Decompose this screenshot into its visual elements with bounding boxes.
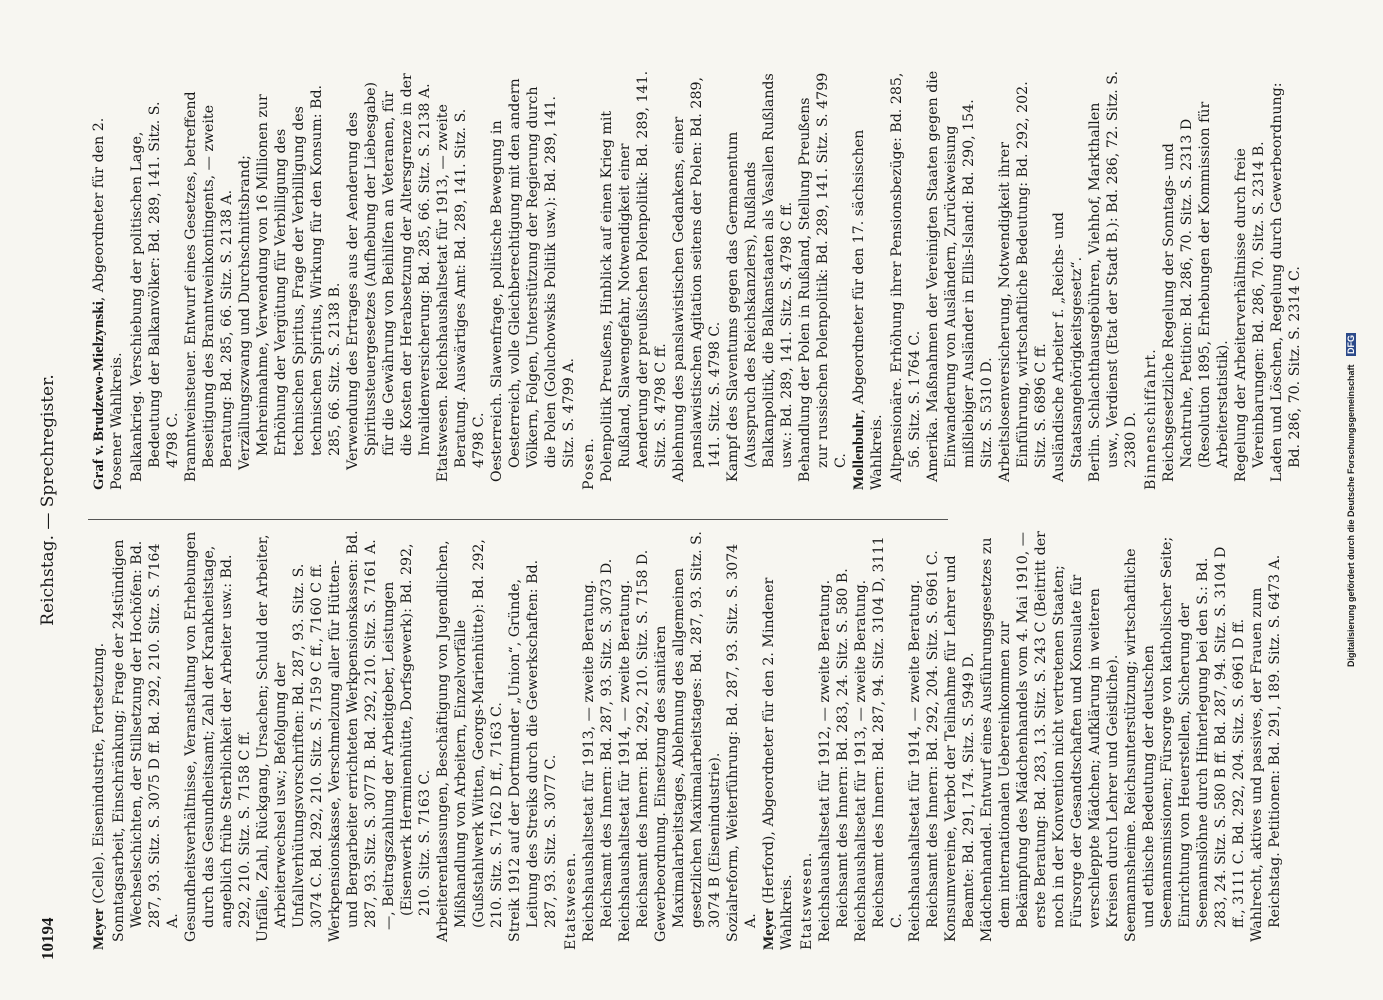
speaker-description: , Abgeordneter für den 2. Posener Wahlkreis. [91,117,125,490]
right-column [90,70,1304,490]
speaker-heading [760,530,796,950]
speaker-heading [850,70,886,490]
register-entry: —, Beitragszahlung der Arbeitgeber, Leistungen (Eisenwerk Herminenhütte, Dorfsgewerk): Bd. 292, 210. Sitz. S. 7163 C. [381,543,433,930]
register-entry: Verzällungszwang und Durchschnittsbrand; Mehreinnahme, Verwendung von 16 Millionen zur Erhöhung der Vergütung für Verbilligung des technischen Spiritus, Frage der Verbilligung des technischen Spiritus, Wirkung für den Konsum: Bd. 285, 66. Sitz. S. 2138 B. [237,84,343,470]
page-header [38,40,68,960]
register-entry: Konsumvereine, Verbot der Teilnahme für Lehrer und Beamte: Bd. 291, 174. Sitz. S. 5949 D. [943,555,977,942]
register-entry: Arbeitslosenversicherung, Notwendigkeit ihrer Einführung, wirtschaftliche Bedeutung: Bd. 292, 202. Sitz. S. 6896 C ff. [997,81,1049,482]
register-entry: Streik 1912 auf der Dortmunder „Union“, Gründe, Leitung des Streiks durch die Gewerkschaften: Bd. 287, 93. Sitz. S. 3077 C. [507,559,559,942]
register-entry: Branntweinsteuer. Entwurf eines Gesetzes, betreffend Beseitigung des Branntweinkontingents, — zweite Beratung: Bd. 285, 66. Sitz. S. 2138 A. [183,91,235,482]
register-entry: Sozialreform, Weiterführung: Bd. 287, 93. Sitz. S. 3074 A. [725,543,759,942]
register-entry: Reichshaushaltsetat für 1912, — zweite Beratung. Reichsamt des Innern: Bd. 283, 24. Sitz. S. 580 B. [817,568,851,942]
register-entry: Gesundheitsverhältnisse, Veranstaltung von Erhebungen durch das Gesundheitsamt; Zahl der Krankheitstage, angeblich frühe Sterblichkeit der Arbeiter usw.: Bd. 292, 210. Sitz. S. 7158 C ff. [183,531,253,942]
section-heading: Posen. [581,437,597,490]
register-entry: Oesterreich. Slawenfrage, politische Bewegung in Oesterreich, volle Gleichberechtigung mit den andern Völkern, Folgen, Unterstützung der Regierung durch die Polen (Goluchowskis Politik usw.): Bd. 289, 141. Sitz. S. 4799 A. [489,78,577,482]
register-entry: Reichshaushaltsetat für 1913, — zweite Beratung. Reichsamt des Innern: Bd. 287, 93. Sitz. S. 3073 D. [581,558,615,942]
register-entry: Reichsgesetzliche Regelung der Sonntags- und Nachtruhe, Petition: Bd. 286, 70. Sitz. S. 2313 D (Resolution 1895, Erhebungen der Kommission für Arbeiterstatistik). [1161,101,1231,482]
register-entry: Kampf des Slaventums gegen das Germanentum (Ausspruch des Reichskanzlers), Rußlands Balkanpolitik, die Balkanstaaten als Vasallen Rußlands usw.: Bd. 289, 141. Sitz. S. 4798 C ff. [725,73,795,482]
register-entry: Behandlung der Polen in Rußland, Stellung Preußens zur russischen Polenpolitik: Bd. 289, 141. Sitz. S. 4799 C. [797,72,849,482]
register-entry: Ausländische Arbeiter f. „Reichs- und Staatsangehörigkeitsgesetz“. [1051,212,1085,482]
page-title: Reichstag. — Sprechregister. [38,374,58,626]
register-entry: Regelung der Arbeiterverhältnisse durch freie Vereinbarungen: Bd. 286, 70. Sitz. S. 2314 B. [1233,141,1267,482]
speaker-name: Mollenbuhr [851,413,867,490]
register-entry: Berlin. Schlachthausgebühren, Viehhof, Markthallen usw., Verdienst (Etat der Stadt B.): Bd. 286, 72. Sitz. S. 2380 D. [1087,70,1139,482]
register-entry: Amerika. Maßnahmen der Vereinigten Staaten gegen die Einwanderung von Ausländern, Zurückweisung mißliebiger Ausländer in Ellis-Island: Bd. 290, 154. Sitz. S. 5310 D. [925,70,995,482]
register-entry: Reichshaushaltsetat für 1913, — zweite Beratung. Reichsamt des Innern: Bd. 287, 94. Sitz. 3104 D, 3111 C. [853,536,905,942]
dfg-logo: DFG [1346,334,1356,354]
footer-text: Digitalisierung gefördert durch die Deutsche Forschungsgemeinschaft [1346,364,1356,668]
speaker-heading [90,70,126,490]
register-entry: Reichshaushaltsetat für 1914, — zweite Beratung. Reichsamt des Innern: Bd. 292, 210. Sitz. S. 7158 D. [617,549,651,942]
register-entry: Mädchenhandel. Entwurf eines Ausführungsgesetzes zu dem internationalen Uebereinkommen zur Bekämpfung des Mädchenhandels vom 4. Mai 1910, — erste Beratung: Bd. 283, 13. Sitz. S. 243 C (Beitritt der noch in der Konvention nicht vertretenen Staaten; Fürsorge der Gesandtschaften und Konsulate für verschleppte Mädchen; Aufklärung in weiteren Kreisen durch Lehrer und Geistliche). [979,531,1121,942]
register-entry: Polenpolitik Preußens, Hinblick auf einen Krieg mit Rußland, Slawengefahr, Notwendigkeit einer Aenderung der preußischen Polenpolitik: Bd. 289, 141. Sitz. S. 4798 C ff. [599,70,669,482]
register-entry: Reichshaushaltsetat für 1914, — zweite Beratung. Reichsamt des Innern: Bd. 292, 204. Sitz. S. 6961 C. [907,550,941,942]
register-entry: Wahlrecht, aktives und passives, der Frauen zum Reichstag. Petitionen: Bd. 291, 189. Sitz. S. 6473 A. [1249,554,1283,942]
register-entry: Balkankrieg. Verschiebung der politischen Lage, Bedeutung der Balkanvölker: Bd. 289, 141. Sitz. S. 4798 C. [129,101,181,482]
register-entry: Altpensionäre. Erhöhung ihrer Pensionsbezüge: Bd. 285, 56. Sitz. S. 1764 C. [889,72,923,482]
section-heading: Etatswesen. [799,851,815,950]
speaker-name: Meyer [761,908,777,950]
register-entry: Laden und Löschen, Regelung durch Gewerbeordnung: Bd. 286, 70. Sitz. S. 2314 C. [1269,82,1303,482]
register-entry: Arbeiterentlassungen, Beschäftigung von Jugendlichen, Mißhandlung von Arbeitern, Einzelvorfälle (Gußstahlwerk Witten, Georgs-Marienhütte): Bd. 292, 210. Sitz. S. 7162 D ff., 7163 C. [435,539,505,942]
left-column [90,530,1284,950]
register-entry: Unfälle, Zahl, Rückgang, Ursachen; Schuld der Arbeiter, Arbeiterwechsel usw.; Befolgung der Unfallverhütungsvorschriften: Bd. 287, 93. Sitz. S. 3074 C. Bd. 292, 210. Sitz. S. 7159 C ff., 7160 C ff. [255,534,325,942]
speaker-heading [90,530,108,950]
section-heading: Binnenschiffahrt. [1143,348,1159,490]
register-entry: Gewerbeordnung. Einsetzung des sanitären Maximalarbeitstages, Ablehnung des allgemeinen gesetzlichen Maximalarbeitstages: Bd. 287, 93. Sitz. S. 3074 B (Eisenindustrie). [653,531,723,942]
section-heading: Etatswesen. [563,851,579,950]
register-entry: Etatswesen. Reichshaushaltsetat für 1913, — zweite Beratung. Auswärtiges Amt: Bd. 289, 141. Sitz. S. 4798 C. [435,104,487,482]
register-entry: Ablehnung des panslawistischen Gedankens, einer panslawistischen Agitation seitens der Polen: Bd. 289, 141. Sitz. S. 4798 C. [671,76,723,482]
register-entry: Seemannsheime. Reichsunterstützung; wirtschaftliche und ethische Bedeutung der deutschen Seemannsmissionen; Fürsorge von katholischer Seite; Einrichtung von Heuerstellen, Sicherung der Seemannslöhne durch Hinterlegung bei den S.: Bd. 283, 24. Sitz. S. 580 B ff. Bd. 287, 94. Sitz. S. 3104 D ff., 3111 C. Bd. 292, 204. Sitz. S. 6961 D ff. [1123,536,1247,942]
speaker-description: , Abgeordneter für den 17. sächsischen Wahlkreis. [851,129,885,490]
speaker-description: (Celle). Eisenindustrie, Fortsetzung. [91,642,107,909]
speaker-description: (Herford), Abgeordneter für den 2. Mindener Wahlkreis. [761,577,795,950]
speaker-name: Meyer [91,908,107,950]
page-number: 10194 [38,917,57,960]
register-entry: Sonntagsarbeit, Einschränkung; Frage der 24stündigen Wechselschichten, der Stillsetzung der Hochöfen: Bd. 287, 93. Sitz. S. 3075 D ff. Bd. 292, 210. Sitz. S. 7164 A. [111,539,181,942]
column-divider [88,519,948,520]
speaker-name: Graf v. Brudzewo-Mielzynski [91,301,107,490]
register-entry: Verwendung des Ertrages aus der Aenderung des Spiritussteuergesetzes (Aufhebung der Liebesgabe) für die Gewährung von Beihilfen an Veteranen, für die Kosten der Herabsetzung der Altersgrenze in der Invalidenversicherung: Bd. 285, 66. Sitz. S. 2138 A. [345,73,433,470]
digitization-note [1346,0,1356,1000]
register-entry: Werkpensionskasse, Verschmelzung aller für Hütten- und Bergarbeiter errichteten Werkpensionskassen: Bd. 287, 93. Sitz. S. 3077 B. Bd. 292, 210. Sitz. S. 7161 A. [327,530,379,942]
